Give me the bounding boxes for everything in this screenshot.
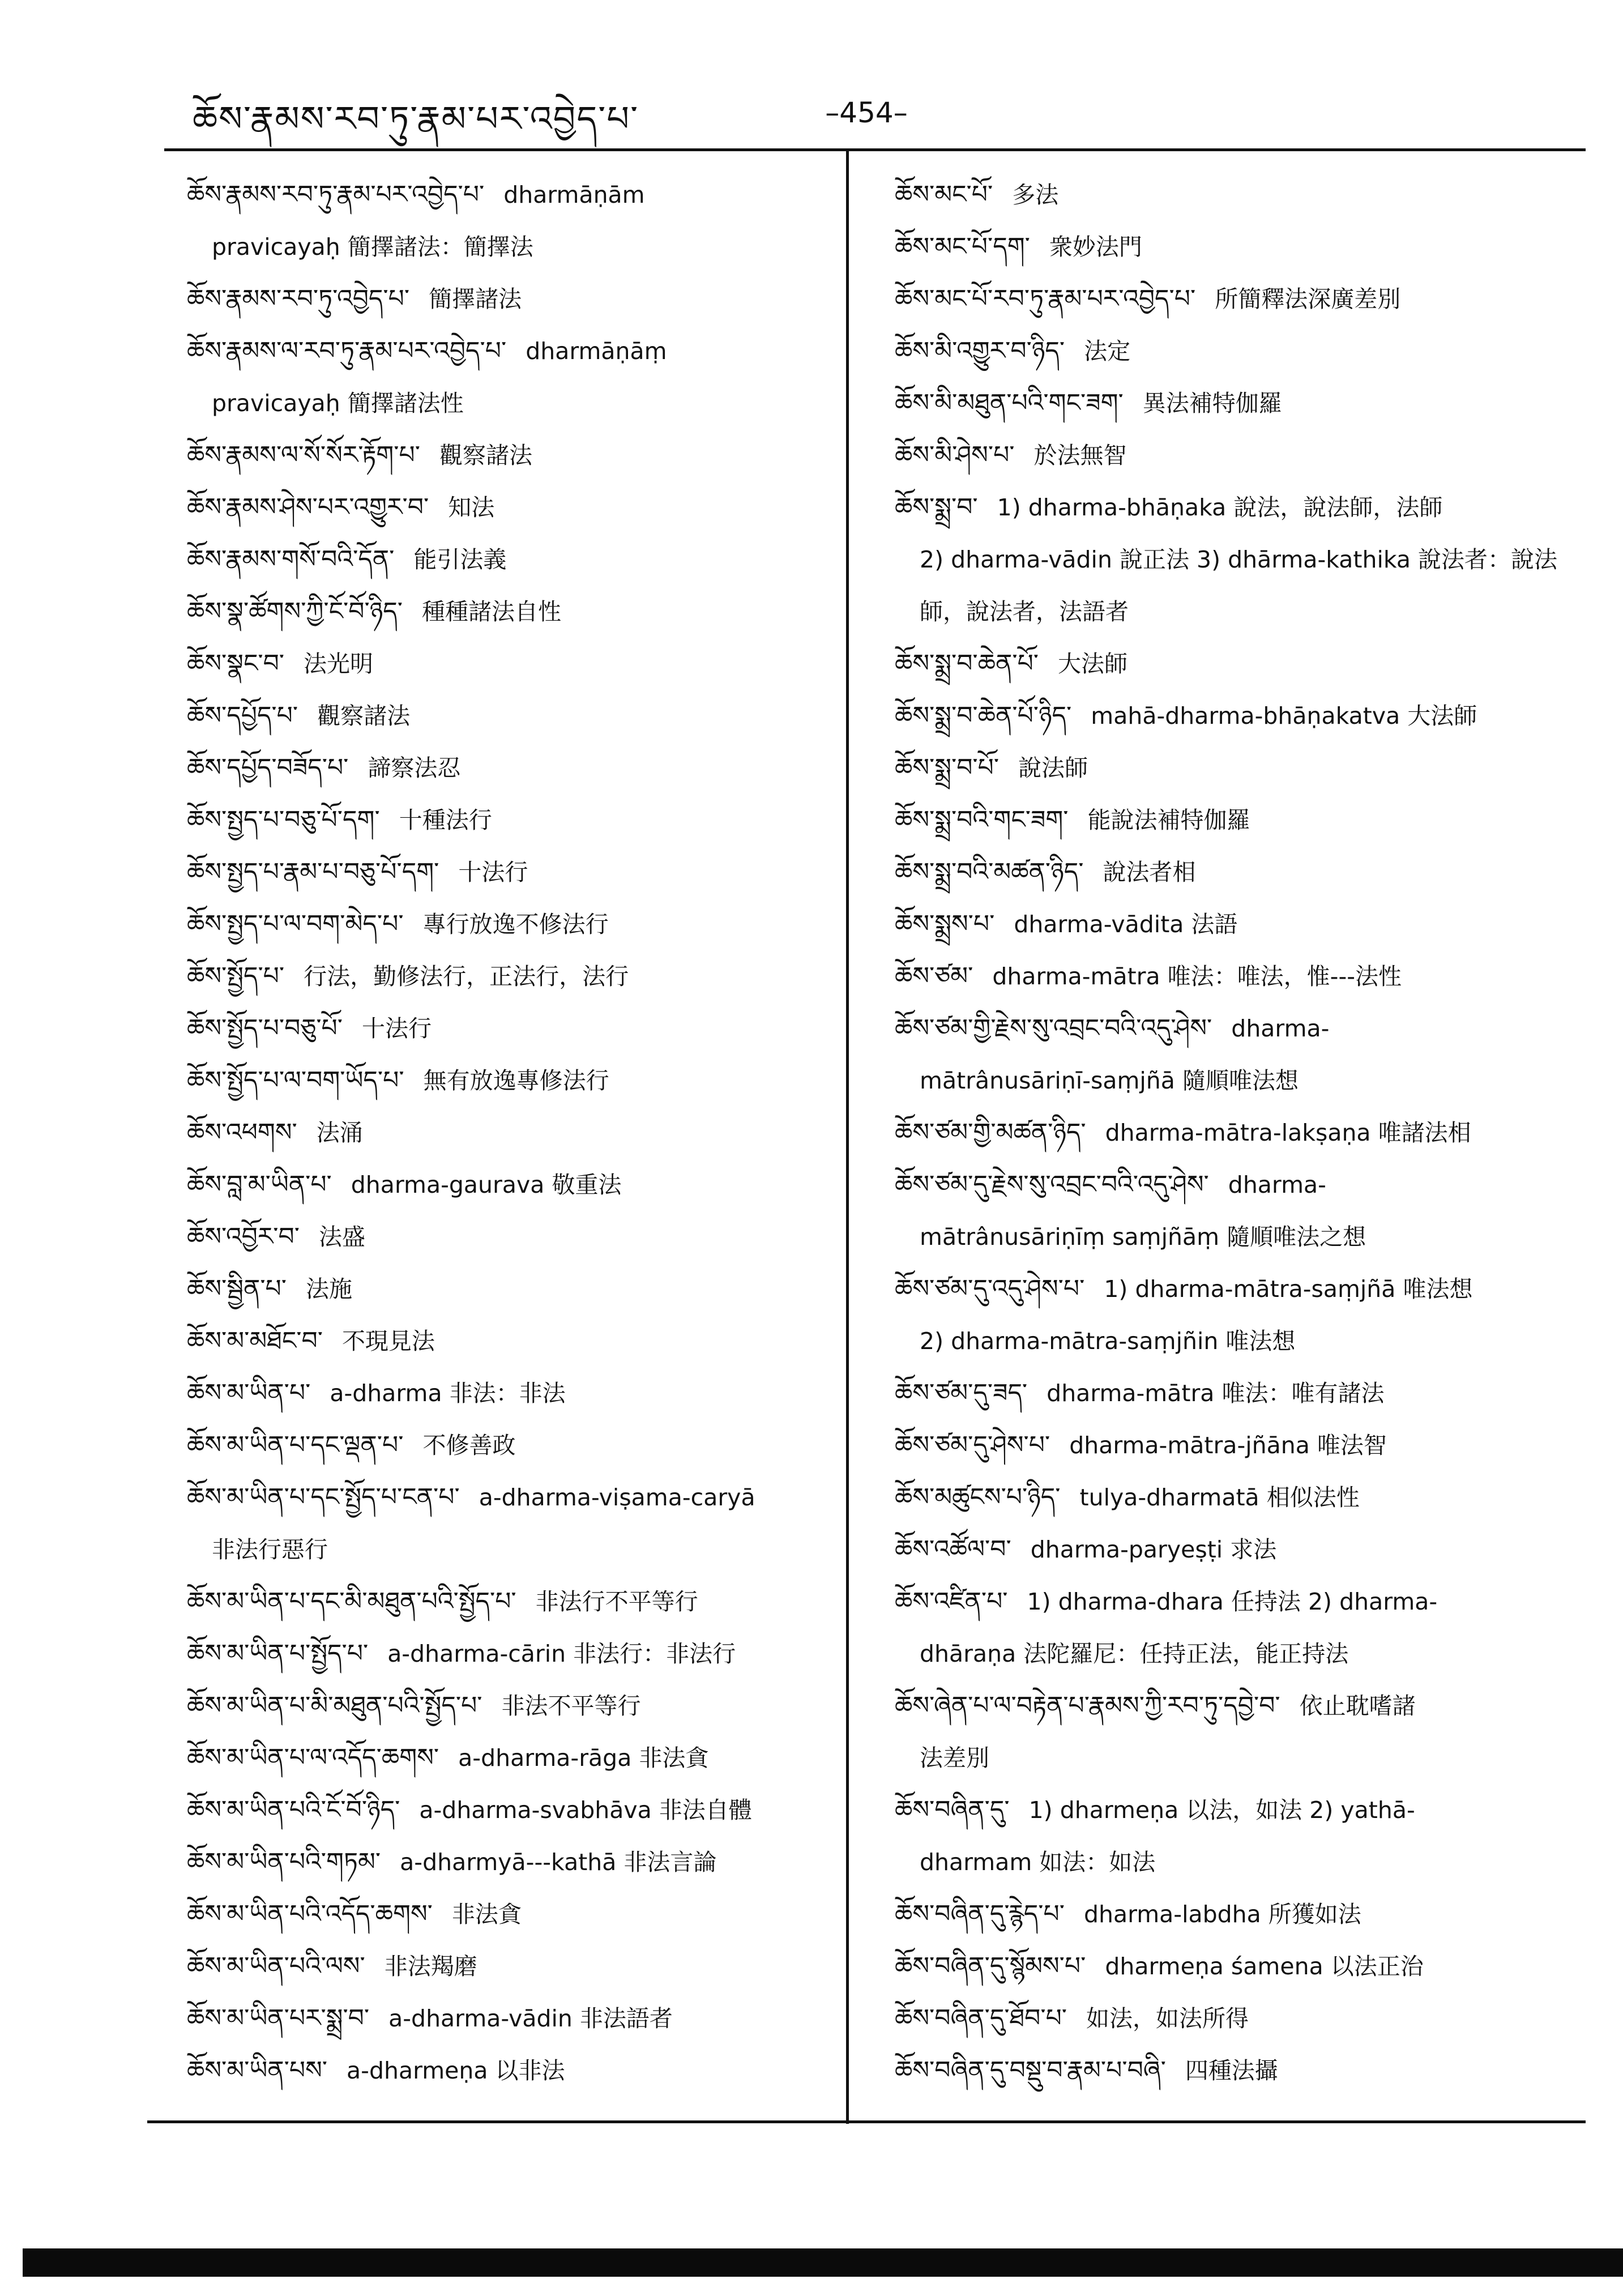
entry-headword: ཆོས་བཞིན་དུ་ཐོབ་པ་ (895, 2004, 1067, 2033)
dictionary-entry (895, 1419, 1574, 1471)
dictionary-entry (187, 586, 832, 638)
dictionary-entry (187, 534, 832, 586)
dictionary-entry (187, 1784, 832, 1836)
dictionary-entry (187, 1419, 832, 1471)
entry-gloss: dharma-gaurava 敬重法 (351, 1171, 622, 1198)
entry-headword: ཆོས་ཙམ་དུ་རྗེས་སུ་འབྲང་བའི་འདུ་ཤེས་ (895, 1170, 1209, 1199)
entry-headword: ཆོས་ཙམ་གྱི་མཚན་ཉིད་ (895, 1118, 1086, 1147)
dictionary-entry (187, 1576, 832, 1628)
dictionary-entry (187, 1263, 832, 1315)
entry-headword: ཆོས་ཞེན་པ་ལ་བརྟེན་པ་རྣམས་ཀྱི་རབ་ཏུ་དབྱེ་བ་ (895, 1691, 1280, 1720)
entry-headword: ཆོས་སྨྲ་བའི་མཚན་ཉིད་ (895, 857, 1084, 886)
entry-gloss: a-dharma-cārin 非法行：非法行 (387, 1640, 736, 1667)
entry-gloss: 所簡釋法深廣差別 (1215, 285, 1401, 313)
entry-headword: ཆོས་ཙམ་དུ་ཤེས་པ་ (895, 1431, 1050, 1459)
dictionary-entry (187, 638, 832, 690)
entry-gloss: a-dharma-vādin 非法語者 (388, 2005, 673, 2032)
dictionary-entry (187, 1888, 832, 1940)
dictionary-entry (187, 1055, 832, 1107)
dictionary-entry (187, 950, 832, 1002)
dictionary-entry (895, 690, 1574, 742)
entry-headword: ཆོས་མ་ཡིན་པས་ (187, 2056, 328, 2085)
entry-headword: ཆོས་མི་འགྱུར་བ་ཉིད་ (895, 336, 1065, 365)
dictionary-entry (187, 1680, 832, 1732)
dictionary-entry (187, 1159, 832, 1211)
dictionary-entry (895, 950, 1574, 1002)
entry-headword: ཆོས་མ་ཡིན་པ་དང་སྤྱོད་པ་ངན་པ་ (187, 1483, 460, 1512)
dictionary-entry (187, 1940, 832, 1992)
entry-headword: ཆོས་མི་མཐུན་པའི་གང་ཟག་ (895, 389, 1124, 417)
entry-headword: ཆོས་སྨྲ་བ་ཆེན་པོ་ཉིད་ (895, 701, 1072, 730)
left-column (187, 169, 832, 2097)
dictionary-entry (187, 1471, 832, 1576)
entry-gloss: 簡擇諸法 (429, 285, 522, 313)
entry-gloss: 種種諸法自性 (422, 598, 561, 625)
entry-headword: ཆོས་འཕགས་ (187, 1118, 297, 1147)
entry-headword: ཆོས་མ་ཡིན་པའི་འདོད་ཆགས་ (187, 1900, 433, 1928)
entry-gloss: 1) dharma-mātra-saṃjñā 唯法想 (1104, 1275, 1473, 1303)
entry-gloss: 不現見法 (341, 1328, 435, 1355)
entry-gloss: 非法行不平等行 (535, 1588, 698, 1615)
entry-continuation: mātrânusāriṇīṃ saṃjñāṃ 隨順唯法之想 (920, 1223, 1366, 1251)
entry-headword: ཆོས་མ་ཡིན་པ་ལ་འདོད་ཆགས་ (187, 1743, 439, 1772)
entry-gloss: 異法補特伽羅 (1142, 390, 1282, 417)
entry-gloss: 非法不平等行 (501, 1692, 641, 1719)
dictionary-entry (895, 794, 1574, 846)
entry-headword: ཆོས་རྣམས་ཤེས་པར་འགྱུར་བ་ (187, 493, 429, 522)
entry-gloss: a-dharma-viṣama-caryā (479, 1484, 755, 1511)
dictionary-entry (187, 846, 832, 898)
dictionary-entry (895, 429, 1574, 481)
dictionary-entry (187, 690, 832, 742)
running-head: ཆོས་རྣམས་རབ་ཏུ་རྣམ་པར་འབྱེད་པ་ (193, 98, 639, 139)
dictionary-entry (895, 1107, 1574, 1159)
column-divider (846, 148, 849, 2124)
entry-continuation: dharmam 如法：如法 (920, 1849, 1156, 1876)
entry-headword: ཆོས་སྨྲ་བ་ཆེན་པོ་ (895, 649, 1039, 678)
entry-gloss: dharma-vādita 法語 (1014, 911, 1238, 938)
entry-headword: ཆོས་མ་ཡིན་པའི་ལས་ (187, 1952, 365, 1981)
entry-gloss: 四種法攝 (1185, 2057, 1278, 2084)
entry-headword: ཆོས་འཛིན་པ་ (895, 1587, 1008, 1616)
dictionary-entry (187, 1002, 832, 1055)
dictionary-entry (187, 898, 832, 950)
dictionary-entry (187, 169, 832, 273)
dictionary-entry (895, 1523, 1574, 1576)
entry-gloss: 大法師 (1058, 650, 1128, 677)
page-edge-bar (23, 2248, 1623, 2277)
dictionary-entry (187, 1315, 832, 1367)
entry-gloss: 多法 (1012, 181, 1059, 208)
entry-headword: ཆོས་མ་ཡིན་པ་མི་མཐུན་པའི་སྤྱོད་པ་ (187, 1691, 482, 1720)
bottom-rule (147, 2120, 1586, 2123)
entry-headword: ཆོས་མ་ཡིན་པའི་གཏམ་ (187, 1847, 381, 1876)
entry-gloss: a-dharma-svabhāva 非法自體 (419, 1796, 752, 1824)
dictionary-entry (895, 638, 1574, 690)
entry-headword: ཆོས་མ་ཡིན་པ་དང་ལྡན་པ་ (187, 1431, 404, 1459)
entry-gloss: dharma- (1228, 1171, 1326, 1198)
dictionary-entry (895, 221, 1574, 273)
entry-gloss: 非法貪 (451, 1901, 522, 1928)
entry-headword: ཆོས་འཚོལ་བ་ (895, 1535, 1011, 1564)
entry-gloss: 1) dharma-bhāṇaka 說法，說法師，法師 (997, 494, 1443, 521)
entry-headword: ཆོས་རྣམས་ལ་སོ་སོར་རྟོག་པ་ (187, 441, 420, 470)
entry-gloss: 依止耽嗜諸 (1299, 1692, 1416, 1719)
entry-gloss: 十法行 (362, 1015, 432, 1042)
entry-gloss: a-dharmeṇa 以非法 (347, 2057, 565, 2084)
entry-headword: ཆོས་མི་ཤེས་པ་ (895, 441, 1015, 470)
entry-headword: ཆོས་རྣམས་རབ་ཏུ་འབྱེད་པ་ (187, 284, 410, 313)
dictionary-entry (895, 273, 1574, 325)
entry-headword: ཆོས་སྦྱིན་པ་ (187, 1274, 287, 1303)
entry-gloss: 法定 (1084, 338, 1131, 365)
entry-gloss: dharma-labdha 所獲如法 (1083, 1901, 1361, 1928)
dictionary-entry (187, 273, 832, 325)
dictionary-entry (187, 1628, 832, 1680)
entry-gloss: 說法師 (1018, 754, 1088, 782)
entry-headword: ཆོས་སྨྲ་བ་ (895, 493, 978, 522)
entry-headword: ཆོས་མ་ཡིན་པ་དང་མི་མཐུན་པའི་སྤྱོད་པ་ (187, 1587, 516, 1616)
entry-gloss: 諦察法忍 (368, 754, 461, 782)
entry-continuation: dhāraṇa 法陀羅尼：任持正法，能正持法 (920, 1640, 1349, 1667)
entry-gloss: 法涌 (316, 1119, 363, 1146)
entry-gloss: 說法者相 (1103, 859, 1196, 886)
entry-gloss: a-dharma-rāga 非法貪 (458, 1744, 709, 1772)
entry-gloss: 能說法補特伽羅 (1087, 806, 1250, 834)
dictionary-entry (895, 742, 1574, 794)
entry-gloss: dharma- (1231, 1015, 1330, 1042)
entry-headword: ཆོས་བཞིན་དུ་བསྡུ་བ་རྣམ་པ་བཞི་ (895, 2056, 1166, 2085)
entry-headword: ཆོས་རྣམས་ལ་རབ་ཏུ་རྣམ་པར་འབྱེད་པ་ (187, 336, 507, 365)
entry-headword: ཆོས་བཞིན་དུ་སྙོམས་པ་ (895, 1952, 1086, 1981)
entry-headword: ཆོས་མང་པོ་རབ་ཏུ་རྣམ་པར་འབྱེད་པ་ (895, 284, 1196, 313)
entry-gloss: 1) dharma-dhara 任持法 2) dharma- (1027, 1588, 1438, 1615)
entry-headword: ཆོས་སྨྲ་བའི་གང་ཟག་ (895, 805, 1069, 834)
entry-gloss: 行法，勤修法行，正法行，法行 (304, 963, 629, 990)
page-header (0, 0, 1623, 159)
entry-gloss: 十法行 (458, 859, 528, 886)
entry-gloss: 法施 (306, 1275, 352, 1303)
right-column (895, 169, 1574, 2097)
dictionary-entry (895, 1576, 1574, 1680)
entry-gloss: 衆妙法門 (1049, 233, 1142, 261)
entry-gloss: 觀察諸法 (317, 702, 411, 729)
entry-headword: ཆོས་མ་ཡིན་པར་སྨྲ་བ་ (187, 2004, 370, 2033)
dictionary-entry (895, 1002, 1574, 1107)
entry-gloss: 觀察諸法 (439, 442, 532, 469)
dictionary-entry (187, 794, 832, 846)
entry-continuation: 2) dharma-vādin 說正法 3) dhārma-kathika 說法者：說法師，說法者，法語者 (920, 546, 1558, 625)
entry-gloss: dharmāṇām (503, 181, 645, 208)
entry-headword: ཆོས་དཔྱོད་བཟོད་པ་ (187, 753, 349, 782)
entry-headword: ཆོས་ཙམ་གྱི་རྗེས་སུ་འབྲང་བའི་འདུ་ཤེས་ (895, 1014, 1212, 1043)
entry-headword: ཆོས་སྤྱོད་པ་བཅུ་པོ་ (187, 1014, 343, 1043)
entry-headword: ཆོས་མང་པོ་དག་ (895, 232, 1030, 261)
entry-gloss: dharma-mātra 唯法：唯法，惟---法性 (992, 963, 1402, 990)
dictionary-entry (895, 1680, 1574, 1784)
dictionary-entry (187, 1732, 832, 1784)
entry-gloss: dharma-paryeṣṭi 求法 (1030, 1536, 1277, 1563)
dictionary-entry (895, 1367, 1574, 1419)
entry-headword: ཆོས་སྤྱད་པ་ལ་བག་མེད་པ་ (187, 910, 404, 938)
dictionary-entry (895, 2045, 1574, 2097)
top-rule (164, 148, 1586, 151)
dictionary-entry (187, 1211, 832, 1263)
entry-headword: ཆོས་མ་མཐོང་བ་ (187, 1326, 323, 1355)
entry-continuation: 非法行惡行 (212, 1536, 328, 1563)
entry-headword: ཆོས་སྤྱད་པ་རྣམ་པ་བཅུ་པོ་དག་ (187, 857, 439, 886)
entry-gloss: 知法 (448, 494, 495, 521)
dictionary-entry (895, 169, 1574, 221)
entry-gloss: 法盛 (318, 1223, 365, 1251)
entry-headword: ཆོས་བཞིན་དུ་རྙེད་པ་ (895, 1900, 1065, 1928)
dictionary-entry (895, 1992, 1574, 2045)
entry-gloss: 法光明 (304, 650, 374, 677)
entry-gloss: 十種法行 (399, 806, 492, 834)
dictionary-entry (187, 2045, 832, 2097)
entry-continuation: pravicayaḥ 簡擇諸法：簡擇法 (212, 233, 533, 261)
dictionary-entry (187, 1107, 832, 1159)
entry-gloss: tulya-dharmatā 相似法性 (1079, 1484, 1360, 1511)
entry-headword: ཆོས་བླ་མ་ཡིན་པ་ (187, 1170, 332, 1199)
entry-headword: ཆོས་སྤྱོད་པ་ (187, 962, 285, 991)
dictionary-entry (895, 846, 1574, 898)
entry-gloss: 能引法義 (413, 546, 507, 573)
page-number: –454– (825, 96, 908, 129)
dictionary-entry (895, 377, 1574, 429)
entry-headword: ཆོས་སྣང་བ་ (187, 649, 285, 678)
dictionary-entry (187, 429, 832, 481)
entry-headword: ཆོས་རྣམས་རབ་ཏུ་རྣམ་པར་འབྱེད་པ་ (187, 180, 485, 209)
entry-headword: ཆོས་མ་ཡིན་པ་སྤྱོད་པ་ (187, 1639, 369, 1668)
entry-gloss: 於法無智 (1033, 442, 1127, 469)
entry-headword: ཆོས་མ་ཡིན་པའི་ངོ་བོ་ཉིད་ (187, 1795, 400, 1824)
entry-gloss: dharma-mātra-jñāna 唯法智 (1069, 1432, 1387, 1459)
dictionary-entry (187, 1992, 832, 2045)
dictionary-entry (895, 481, 1574, 638)
dictionary-entry (187, 1367, 832, 1419)
dictionary-entry (895, 1159, 1574, 1263)
entry-gloss: 無有放逸專修法行 (423, 1067, 609, 1094)
entry-gloss: dharmāṇāṃ (526, 338, 667, 365)
dictionary-entry (895, 1263, 1574, 1367)
dictionary-entry (895, 1940, 1574, 1992)
dictionary-entry (187, 1836, 832, 1888)
entry-headword: ཆོས་ཙམ་དུ་ཟད་ (895, 1379, 1028, 1407)
entry-gloss: a-dharma 非法：非法 (330, 1380, 566, 1407)
dictionary-entry (187, 481, 832, 534)
dictionary-entry (187, 742, 832, 794)
entry-gloss: dharma-mātra 唯法：唯有諸法 (1047, 1380, 1385, 1407)
dictionary-entry (895, 1888, 1574, 1940)
entry-gloss: 非法羯磨 (384, 1953, 477, 1980)
entry-gloss: mahā-dharma-bhāṇakatva 大法師 (1091, 702, 1477, 729)
entry-continuation: pravicayaḥ 簡擇諸法性 (212, 390, 464, 417)
entry-gloss: 1) dharmeṇa 以法，如法 2) yathā- (1028, 1796, 1415, 1824)
entry-gloss: 如法，如法所得 (1086, 2005, 1249, 2032)
entry-headword: ཆོས་མཚུངས་པ་ཉིད་ (895, 1483, 1061, 1512)
entry-headword: ཆོས་སྤྱོད་པ་ལ་བག་ཡོད་པ་ (187, 1066, 404, 1095)
entry-gloss: 不修善政 (422, 1432, 516, 1459)
dictionary-entry (187, 325, 832, 429)
dictionary-entry (895, 1784, 1574, 1888)
entry-gloss: 專行放逸不修法行 (422, 911, 609, 938)
entry-gloss: a-dharmyā---kathā 非法言論 (400, 1849, 717, 1876)
entry-continuation: 法差別 (920, 1744, 989, 1772)
entry-headword: ཆོས་འབྱོར་བ་ (187, 1222, 300, 1251)
entry-continuation: 2) dharma-mātra-saṃjñin 唯法想 (920, 1328, 1296, 1355)
dictionary-entry (895, 1471, 1574, 1523)
entry-gloss: dharma-mātra-lakṣaṇa 唯諸法相 (1105, 1119, 1471, 1146)
entry-headword: ཆོས་སྣ་ཚོགས་ཀྱི་ངོ་བོ་ཉིད་ (187, 597, 403, 626)
entry-headword: ཆོས་བཞིན་དུ་ (895, 1795, 1010, 1824)
entry-headword: ཆོས་སྤྱད་པ་བཅུ་པོ་དག་ (187, 805, 380, 834)
entry-headword: ཆོས་སྨྲས་པ་ (895, 910, 995, 938)
entry-headword: ཆོས་རྣམས་གསོ་བའི་དོན་ (187, 545, 395, 574)
entry-headword: ཆོས་མང་པོ་ (895, 180, 993, 209)
entry-headword: ཆོས་དཔྱོད་པ་ (187, 701, 298, 730)
entry-continuation: mātrânusāriṇī-saṃjñā 隨順唯法想 (920, 1067, 1299, 1094)
entry-headword: ཆོས་ཙམ་ (895, 962, 973, 991)
entry-gloss: dharmeṇa śamena 以法正治 (1105, 1953, 1424, 1980)
dictionary-entry (895, 898, 1574, 950)
entry-headword: ཆོས་སྨྲ་བ་པོ་ (895, 753, 1000, 782)
dictionary-entry (895, 325, 1574, 377)
entry-headword: ཆོས་ཙམ་དུ་འདུ་ཤེས་པ་ (895, 1274, 1085, 1303)
entry-headword: ཆོས་མ་ཡིན་པ་ (187, 1379, 311, 1407)
